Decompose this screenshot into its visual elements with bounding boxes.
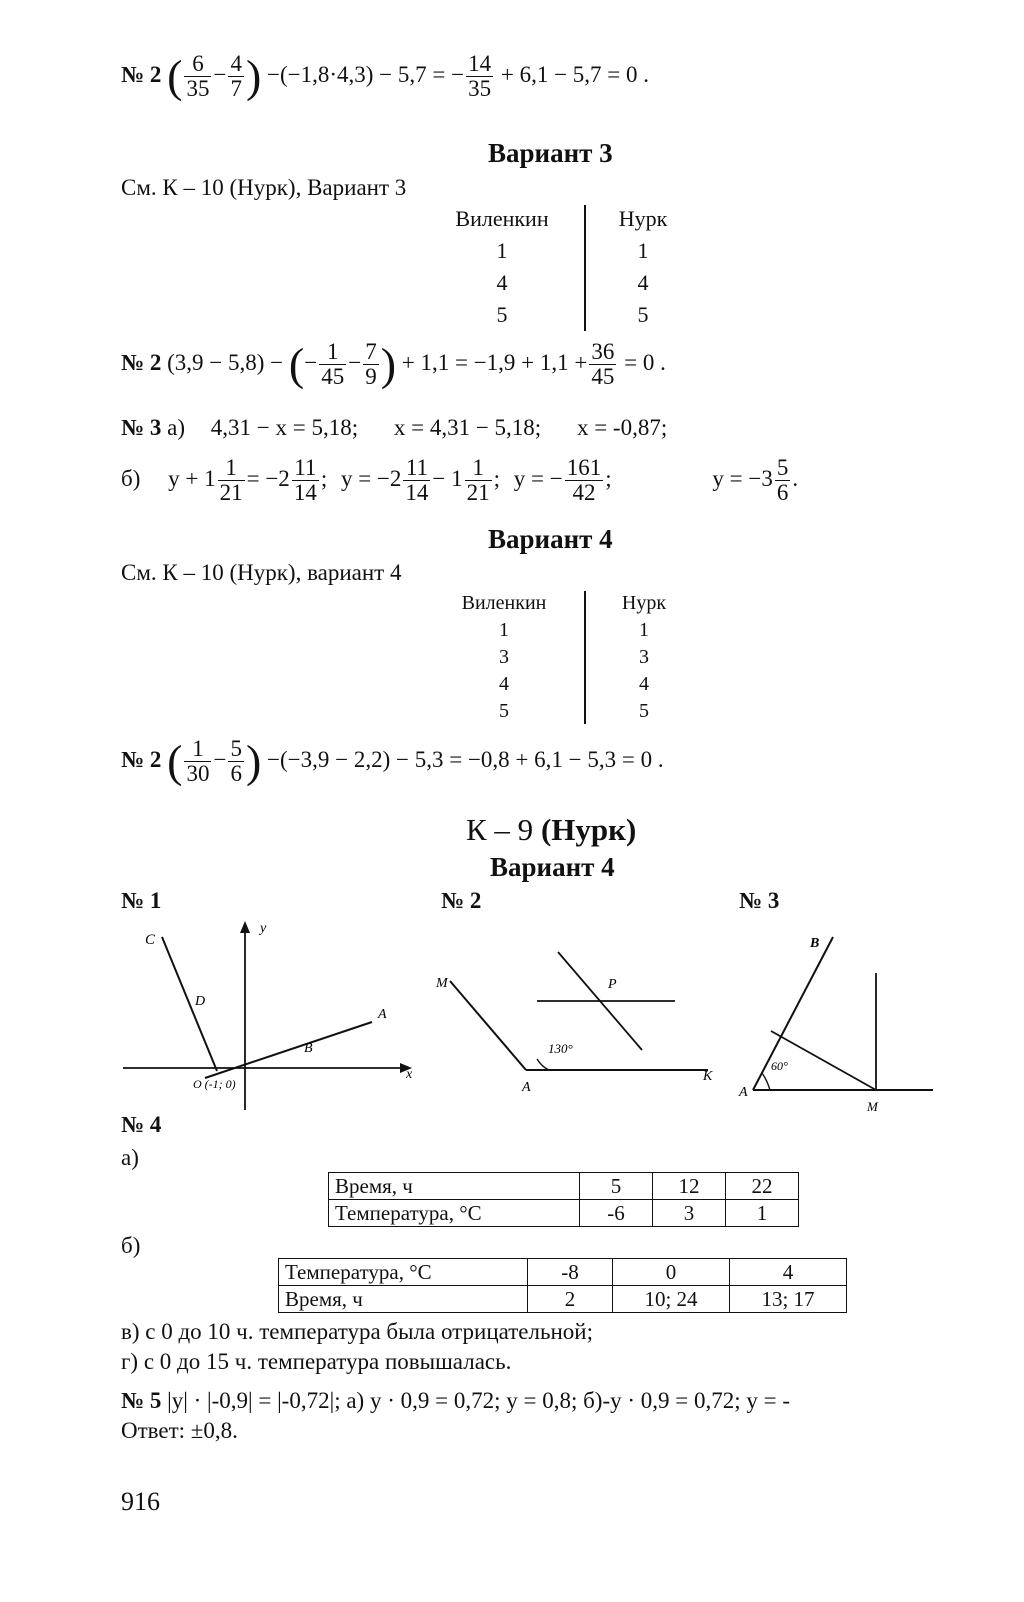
col-header-nurk: Нурк <box>618 206 668 231</box>
line-cd <box>162 937 217 1071</box>
table-cell: 10; 24 <box>613 1286 730 1313</box>
line-ab <box>205 1022 372 1078</box>
row-label: Время, ч <box>279 1286 528 1313</box>
label-o: O (-1; 0) <box>193 1077 236 1091</box>
expression-text: = −2 <box>246 465 290 491</box>
separator: ; <box>320 465 328 491</box>
problem-4-label: № 4 <box>121 1112 162 1137</box>
variant3-problem-2 <box>121 340 666 389</box>
fraction: $\frac{6}{35}$ <box>186 51 210 102</box>
table-cell: 1 <box>726 1200 799 1227</box>
label-k: K <box>703 1069 713 1084</box>
table-row <box>279 1286 847 1313</box>
col-header-nurk: Нурк <box>621 592 667 614</box>
row-label: Время, ч <box>329 1173 580 1200</box>
table-cell: 3 <box>639 646 649 668</box>
top-problem <box>121 52 649 101</box>
close-paren: ) <box>245 735 262 787</box>
angle-label: 60° <box>771 1059 788 1073</box>
fraction: $\frac{36}{45}$ <box>591 339 615 390</box>
table-cell: 1 <box>496 238 508 263</box>
table-cell: 5 <box>496 302 508 327</box>
open-paren: ( <box>167 50 183 102</box>
label-a: A <box>378 1007 387 1022</box>
variant4-reference: См. К – 10 (Нурк), вариант 4 <box>121 560 402 585</box>
table-b <box>278 1258 847 1313</box>
problem-5 <box>121 1389 790 1412</box>
col-header-vilenkin: Виленкин <box>455 206 549 231</box>
operator: − <box>213 61 227 87</box>
table-cell: 5 <box>580 1173 653 1200</box>
part-b-label: б) <box>121 1233 141 1258</box>
table-cell: 4 <box>639 673 649 695</box>
problem-5-text: |y| · |-0,9| = |-0,72|; а) y · 0,9 = 0,72; y = 0,8; б)-y · 0,9 = 0,72; y = - <box>167 1388 791 1413</box>
table-cell: 2 <box>528 1286 613 1313</box>
expression-text: = 0 . <box>624 349 666 375</box>
expression-text: + 6,1 − 5,7 = 0 . <box>500 61 650 87</box>
label-b: B <box>304 1041 313 1056</box>
label-d: D <box>195 994 206 1009</box>
table-cell: 4 <box>637 270 649 295</box>
variant3-problem-3b <box>121 456 798 505</box>
fraction: $\frac{1}{21}$ <box>466 455 490 506</box>
expression-text: −(−3,9 − 2,2) − 5,3 = −0,8 + 6,1 − 5,3 = 0 . <box>267 746 664 772</box>
expression-text: + 1,1 = −1,9 + 1,1 + <box>401 349 588 375</box>
table-cell: 1 <box>639 619 649 641</box>
separator: . <box>792 465 799 491</box>
table-cell: 4 <box>730 1259 847 1286</box>
part-label: б) <box>121 465 141 491</box>
angle-label: 130° <box>548 1041 573 1056</box>
table-cell: 3 <box>499 646 509 668</box>
fraction: $\frac{7}{9}$ <box>365 339 377 390</box>
label-p: P <box>608 977 617 992</box>
k9-title-text: К – 9 <box>466 812 534 847</box>
angle-arc <box>762 1073 770 1090</box>
part-v-text: в) с 0 до 10 ч. температура была отрицательной; <box>121 1319 593 1344</box>
fraction: $\frac{1}{30}$ <box>186 736 210 787</box>
fraction: $\frac{4}{7}$ <box>230 51 242 102</box>
fraction: $\frac{1}{45}$ <box>321 339 345 390</box>
expression-text: y = −2 <box>340 465 402 491</box>
expression-text: y + 1 <box>168 465 216 491</box>
label-m: M <box>436 976 448 991</box>
close-paren: ) <box>245 50 262 102</box>
table-a <box>328 1172 799 1227</box>
answer-text: Ответ: ±0,8. <box>121 1418 238 1443</box>
ray-ab <box>753 937 833 1090</box>
open-paren: ( <box>167 735 183 787</box>
y-arrow-icon <box>240 921 250 933</box>
fraction: $\frac{161}{42}$ <box>566 455 602 506</box>
variant4-problem-2 <box>121 737 664 786</box>
problem-label: № 5 <box>121 1388 162 1413</box>
equation: x = -0,87; <box>576 415 668 440</box>
variant3-heading: Вариант 3 <box>488 138 613 168</box>
expression-text: − 1 <box>432 465 463 491</box>
row-label: Температура, °С <box>279 1259 528 1286</box>
k9-title <box>466 812 636 848</box>
table-divider <box>584 591 586 724</box>
fraction: $\frac{11}{14}$ <box>405 455 429 506</box>
table-cell: 22 <box>726 1173 799 1200</box>
table-cell: 4 <box>496 270 508 295</box>
separator: ; <box>605 465 612 491</box>
equation: x = 4,31 − 5,18; <box>393 415 542 440</box>
col-header-vilenkin: Виленкин <box>461 592 547 614</box>
ray-am <box>450 981 526 1070</box>
figure-2-angle <box>430 940 730 1100</box>
table-row <box>329 1173 799 1200</box>
figure-1-coordinate-plane <box>115 915 425 1115</box>
table-cell: 5 <box>637 302 649 327</box>
fraction: $\frac{11}{14}$ <box>293 455 317 506</box>
expression-text: −(−1,8·4,3) − 5,7 = − <box>267 61 465 87</box>
problem-3-label: № 3 <box>739 888 780 913</box>
table-cell: 5 <box>499 700 509 722</box>
table-row <box>279 1259 847 1286</box>
label-y: y <box>260 921 267 936</box>
part-label: а) <box>167 415 185 440</box>
fraction: $\frac{1}{21}$ <box>219 455 243 506</box>
table-cell: 12 <box>653 1173 726 1200</box>
part-g-text: г) с 0 до 15 ч. температура повышалась. <box>121 1349 512 1374</box>
row-label: Температура, °С <box>329 1200 580 1227</box>
table-row <box>329 1200 799 1227</box>
figure-3-angle <box>735 925 945 1120</box>
fraction: $\frac{5}{6}$ <box>230 736 242 787</box>
table-cell: 5 <box>639 700 649 722</box>
k9-variant: Вариант 4 <box>490 852 615 882</box>
problem-1-label: № 1 <box>121 888 162 913</box>
problem-label: № 2 <box>121 746 162 772</box>
variant4-heading: Вариант 4 <box>488 524 613 554</box>
problem-2-label: № 2 <box>441 888 482 913</box>
expression-text: y = − <box>513 465 563 491</box>
open-paren: ( <box>288 338 305 390</box>
fraction: $\frac{5}{6}$ <box>776 455 789 506</box>
part-a-label: а) <box>121 1145 139 1170</box>
problem-label: № 3 <box>121 415 162 440</box>
table-cell: 3 <box>653 1200 726 1227</box>
label-b: B <box>810 936 820 951</box>
table-divider <box>584 205 586 331</box>
separator: ; <box>493 465 501 491</box>
page-number: 916 <box>121 1487 160 1516</box>
table-cell: -8 <box>528 1259 613 1286</box>
table-cell: 4 <box>499 673 509 695</box>
equation: 4,31 − x = 5,18; <box>210 415 359 440</box>
label-m: M <box>867 1099 878 1114</box>
table-cell: 1 <box>499 619 509 641</box>
problem-label: № 2 <box>121 349 162 375</box>
table-cell: 13; 17 <box>730 1286 847 1313</box>
expression-text: y = −3 <box>712 465 773 491</box>
variant3-problem-3a <box>121 416 667 439</box>
angle-arc <box>537 1059 549 1070</box>
fraction: $\frac{14}{35}$ <box>468 51 492 102</box>
operator: − <box>304 349 318 375</box>
problem-label: № 2 <box>121 61 162 87</box>
expression-text: (3,9 − 5,8) − <box>167 349 284 375</box>
table-cell: 0 <box>613 1259 730 1286</box>
table-cell: 1 <box>637 238 649 263</box>
label-x: x <box>406 1067 413 1082</box>
operator: − <box>213 746 227 772</box>
label-c: C <box>145 932 156 948</box>
label-a: A <box>739 1085 748 1100</box>
operator: − <box>348 349 362 375</box>
close-paren: ) <box>380 338 397 390</box>
variant3-reference: См. К – 10 (Нурк), Вариант 3 <box>121 175 407 200</box>
label-a: A <box>522 1080 531 1095</box>
table-cell: -6 <box>580 1200 653 1227</box>
k9-title-text: (Нурк) <box>540 812 637 847</box>
